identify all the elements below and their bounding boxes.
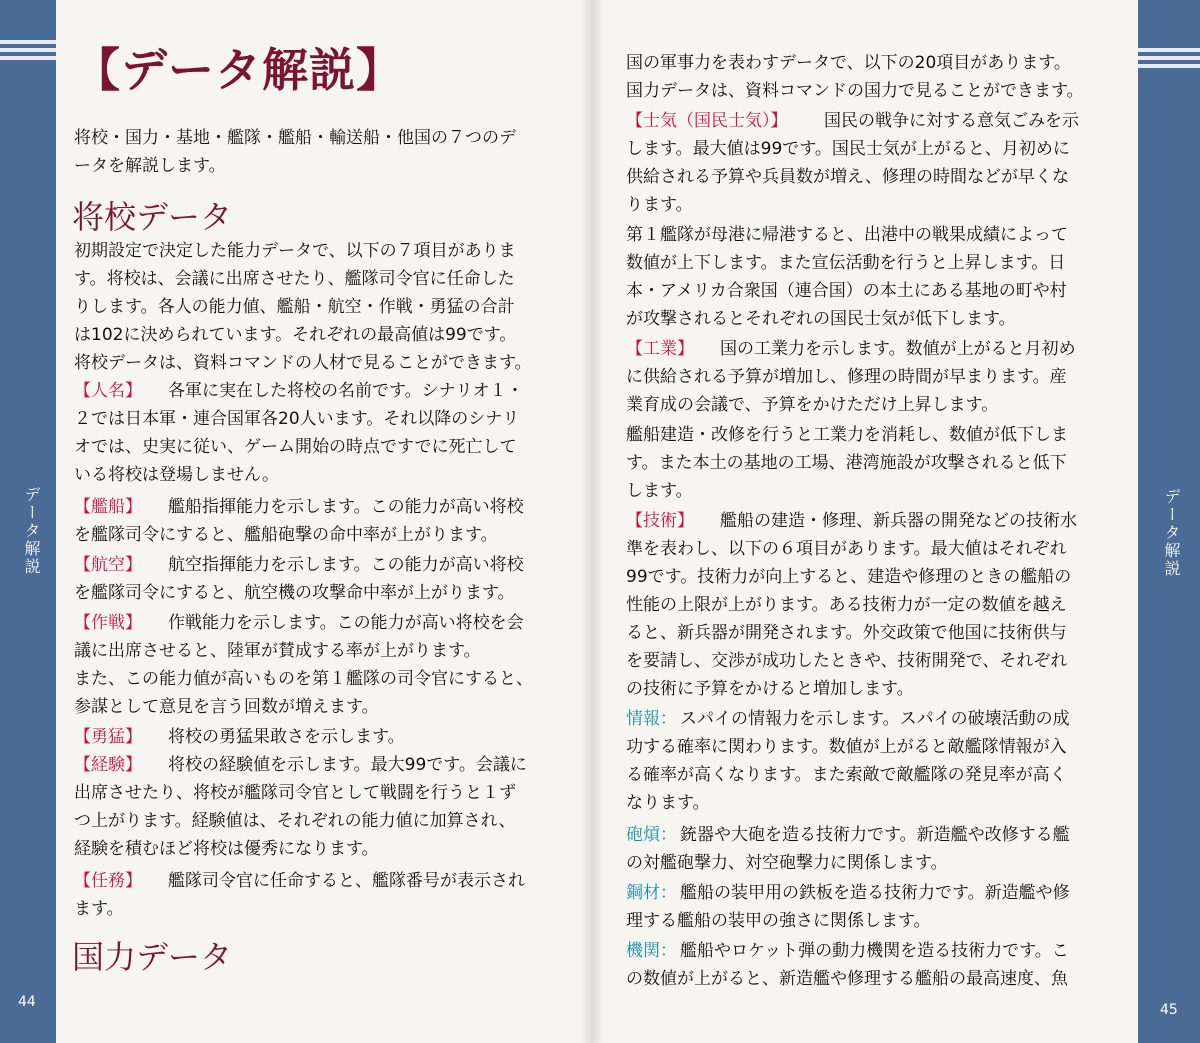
right-band-stripes — [1138, 48, 1200, 72]
item-text: 99です。技術力が向上すると、建造や修理のときの艦船の — [626, 567, 1072, 587]
item-text: ます。 — [74, 899, 124, 919]
item-text: 第１艦隊が母港に帰港すると、出港中の戦果成績によって — [626, 225, 1068, 245]
item-text: が攻撃されるとそれぞれの国民士気が低下します。 — [626, 309, 1016, 329]
item-text: 議に出席させると、陸軍が賛成する率が上がります。 — [74, 641, 481, 661]
text-line: 国力データは、資料コマンドの国力で見ることができます。 — [626, 81, 1084, 101]
item-text: 数値が上下します。また宣伝活動を行うと上昇します。日 — [626, 253, 1066, 273]
item-label-technology: 【技術】 — [626, 511, 694, 531]
subitem-label-steel: 鋼材： — [626, 883, 677, 903]
intro-line: 将校・国力・基地・艦隊・艦船・輸送船・他国の７つのデ — [74, 128, 516, 148]
item-text: します。最大値は99です。国民士気が上がると、月初めに — [626, 139, 1070, 159]
page-title: 【データ解説】 — [74, 43, 403, 97]
item-text: 本・アメリカ合衆国（連合国）の本土にある基地の町や村 — [626, 281, 1067, 301]
item-text: 国の工業力を示します。数値が上がると月初め — [720, 339, 1076, 359]
item-text: 各軍に実在した将校の名前です。シナリオ１・ — [168, 381, 524, 401]
item-text: つ上がります。経験値は、それぞれの能力値に加算され、 — [74, 811, 516, 831]
subitem-text: の数値が上がると、新造艦や修理する艦船の最高速度、魚 — [626, 969, 1068, 989]
subitem-label-engine: 機関： — [626, 941, 677, 961]
item-text: 性能の上限が上がります。ある技術力が一定の数値を越え — [626, 595, 1067, 615]
right-side-band — [1138, 0, 1200, 1043]
item-text: 供給される予算や兵員数が増え、修理の時間などが早くな — [626, 167, 1070, 187]
item-text: 艦船指揮能力を示します。この能力が高い将校 — [168, 497, 524, 517]
subitem-text: る確率が高くなります。また索敵で敵艦隊の発見率が高く — [626, 765, 1067, 785]
subitem-label-ordnance: 砲熕： — [626, 825, 677, 845]
subitem-text: スパイの情報力を示します。スパイの破壊活動の成 — [680, 709, 1070, 729]
item-text: 出席させたり、将校が艦隊司令官として戦闘を行うと１ず — [74, 783, 516, 803]
left-band-stripes — [0, 40, 56, 64]
text-line: 国の軍事力を表わすデータで、以下の20項目があります。 — [626, 53, 1071, 73]
subitem-text: 功する確率に関わります。数値が上がると敵艦隊情報が入 — [626, 737, 1067, 757]
intro-line: ータを解説します。 — [74, 156, 226, 176]
item-text: オでは、史実に従い、ゲーム開始の時点ですでに死亡して — [74, 437, 517, 457]
item-text: を艦隊司令にすると、航空機の攻撃命中率が上がります。 — [74, 583, 515, 603]
text-line: す。将校は、会議に出席させたり、艦隊司令官に任命した — [74, 269, 515, 289]
left-side-band — [0, 0, 56, 1043]
item-text: ります。 — [626, 195, 693, 215]
item-label-ship: 【艦船】 — [74, 497, 142, 517]
item-label-duty: 【任務】 — [74, 871, 142, 891]
item-text: ると、新兵器が開発されます。外交政策で他国に技術供与 — [626, 623, 1067, 643]
text-line: 初期設定で決定した能力データで、以下の７項目がありま — [74, 241, 516, 261]
subitem-text: の対艦砲撃力、対空砲撃力に関係します。 — [626, 853, 948, 873]
subitem-text: 理する艦船の装甲の強さに関係します。 — [626, 911, 931, 931]
item-text: に供給される予算が増加し、修理の時間が早まります。産 — [626, 367, 1067, 387]
item-text: また、この能力値が高いものを第１艦隊の司令官にすると、 — [74, 669, 533, 689]
item-text: 国民の戦争に対する意気ごみを示 — [824, 111, 1079, 131]
item-label-air: 【航空】 — [74, 555, 142, 575]
item-text: 艦船の建造・修理、新兵器の開発などの技術水 — [720, 511, 1077, 531]
page-gutter — [580, 0, 604, 1043]
item-label-name: 【人名】 — [74, 381, 142, 401]
item-text: いる将校は登場しません。 — [74, 465, 280, 485]
subitem-label-intelligence: 情報： — [626, 709, 677, 729]
item-text: します。 — [626, 481, 693, 501]
text-line: りします。各人の能力値、艦船・航空・作戦・勇猛の合計 — [74, 297, 515, 317]
text-line: 将校データは、資料コマンドの人材で見ることができます。 — [74, 353, 532, 373]
subitem-text: なります。 — [626, 793, 710, 813]
right-page-number: 45 — [1160, 1002, 1178, 1018]
text-line: は102に決められています。それぞれの最高値は99です。 — [74, 325, 517, 345]
item-text: 準を表わし、以下の６項目があります。最大値はそれぞれ — [626, 539, 1067, 559]
item-text: 航空指揮能力を示します。この能力が高い将校 — [168, 555, 524, 575]
item-text: す。また本土の基地の工場、港湾施設が攻撃されると低下 — [626, 453, 1067, 473]
section-title-officers: 将校データ — [72, 198, 233, 236]
item-text: 業育成の会議で、予算をかけただけ上昇します。 — [626, 395, 999, 415]
left-page-number: 44 — [18, 994, 36, 1010]
item-text: 将校の勇猛果敢さを示します。 — [168, 727, 405, 747]
item-text: 参謀として意見を言う回数が増えます。 — [74, 697, 379, 717]
right-side-tab: データ解説 — [1162, 488, 1181, 578]
section-title-national-power: 国力データ — [72, 938, 233, 976]
left-side-tab: データ解説 — [22, 486, 41, 576]
item-label-industry: 【工業】 — [626, 339, 694, 359]
item-label-morale: 【士気（国民士気）】 — [626, 111, 788, 131]
item-text: 作戦能力を示します。この能力が高い将校を会 — [168, 613, 524, 633]
item-text: を艦隊司令にすると、艦船砲撃の命中率が上がります。 — [74, 525, 498, 545]
item-text: を要請し、交渉が成功したときや、技術開発で、それぞれ — [626, 651, 1068, 671]
item-label-strategy: 【作戦】 — [74, 613, 142, 633]
item-text: 艦船建造・改修を行うと工業力を消耗し、数値が低下しま — [626, 425, 1068, 445]
subitem-text: 艦船やロケット弾の動力機関を造る技術力です。こ — [680, 941, 1069, 961]
item-text: 艦隊司令官に任命すると、艦隊番号が表示され — [168, 871, 525, 891]
item-text: ２では日本軍・連合国軍各20人います。それ以降のシナリ — [74, 409, 520, 429]
item-text: 将校の経験値を示します。最大99です。会議に — [168, 755, 527, 775]
item-text: 経験を積むほど将校は優秀になります。 — [74, 839, 379, 859]
subitem-text: 銃器や大砲を造る技術力です。新造艦や改修する艦 — [680, 825, 1070, 845]
item-label-bravery: 【勇猛】 — [74, 727, 142, 747]
subitem-text: 艦船の装甲用の鉄板を造る技術力です。新造艦や修 — [680, 883, 1070, 903]
item-label-experience: 【経験】 — [74, 755, 142, 775]
item-text: の技術に予算をかけると増加します。 — [626, 679, 914, 699]
